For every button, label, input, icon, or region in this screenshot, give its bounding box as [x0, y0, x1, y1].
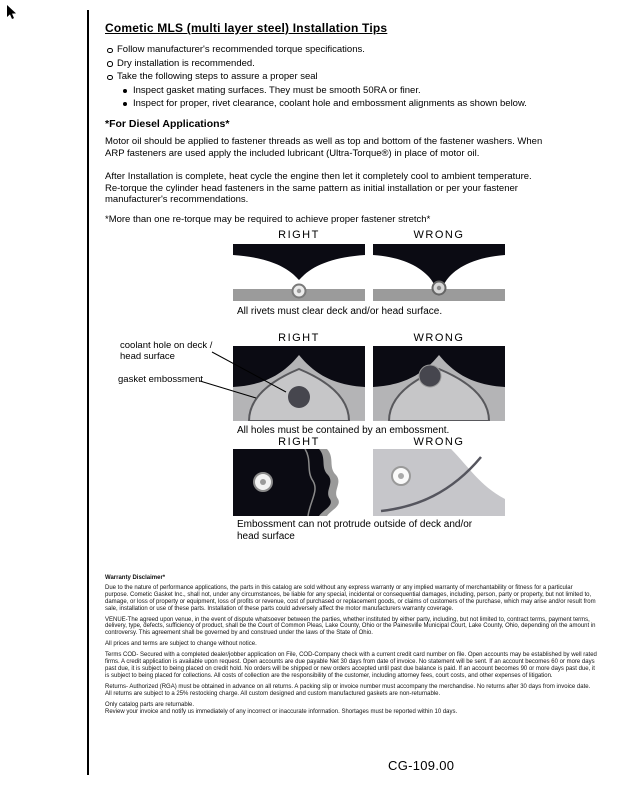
diagram-row3-headers [233, 436, 505, 448]
legal-section [105, 575, 597, 719]
coolant-hole-callout: coolant hole on deck / head surface [120, 340, 213, 362]
diagram-row1-caption: All rivets must clear deck and/or head surface. [237, 306, 443, 317]
legal-paragraph: VENUE-The agreed upon venue, in the event of dispute whatsoever between the parties, whether instituted by either party, including, but not limited to, contract terms, payment terms, delivery, type, defects, sufficiency of product, shall be the Court of Common Pleas, Lake County, Ohio or the Painesville Municipal Court, Lake County, Ohio, depending on the amount in controversy. This agreement shall be governed by and construed under the laws of the State of Ohio. [105, 616, 596, 637]
legal-paragraph: Terms COD- Secured with a completed dealer/jobber application on File, COD-Company check with a current credit card number on file. Open accounts may be established by well rated firms. A credit application is available upon request. Open accounts are due payable Net 30 days from date of invoice. No statement will be sent. If an account becomes 60 or more days past due, it is subject to being placed on credit hold. No orders will be shipped or new orders accepted until past due balance is paid. If an account becomes 90 or more days past due, it is subject to being placed for collections. All costs of collection are the responsibility of the customer, including attorney fees, court costs, and other expenses of litigation. [105, 652, 597, 679]
warranty-disclaimer-heading: Warranty Disclaimer* [105, 575, 166, 581]
rivet-right-diagram [233, 244, 365, 301]
tip-item: Take the following steps to assure a proper seal [107, 72, 567, 82]
diagram-row3-caption: Embossment can not protrude outside of deck and/or head surface [237, 519, 473, 542]
wrong-label: WRONG [413, 229, 465, 241]
page-title: Cometic MLS (multi layer steel) Installation Tips [105, 21, 388, 35]
right-label: RIGHT [278, 332, 320, 344]
legal-paragraph: Review your invoice and notify us immediately of any incorrect or inaccurate information. Shortages must be reported within 10 days. [105, 708, 458, 715]
doc-number: CG-109.00 [388, 758, 455, 773]
legal-paragraph: All prices and terms are subject to change without notice. [105, 641, 257, 648]
coolant-wrong-diagram [373, 346, 505, 421]
wrong-label: WRONG [413, 436, 465, 448]
legal-paragraph: Only catalog parts are returnable. [105, 701, 195, 708]
legal-paragraph: Returns- Authorized (RGA) must be obtained in advance on all returns. A packing slip or invoice number must accompany the merchandise. No returns after 30 days from invoice date. All returns are subject to a 25% restocking charge. All custom designed and custom manufactured gaskets are non-returnable. [105, 683, 591, 697]
embossment-wrong-diagram [373, 449, 505, 516]
wrong-label: WRONG [413, 332, 465, 344]
right-label: RIGHT [278, 436, 320, 448]
tips-list [107, 45, 567, 113]
diagram-row1-headers [233, 229, 505, 241]
right-label: RIGHT [278, 229, 320, 241]
diesel-paragraph-2: After Installation is complete, heat cycle the engine then let it completely cool to ambient temperature. Re-torque the cylinder head fasteners in the same pattern as initial installation or per your fastener manufacturer's recommendations. [105, 171, 532, 205]
embossment-right-diagram [233, 449, 365, 516]
diagram-row3 [233, 449, 505, 516]
retorque-note: *More than one re-torque may be required to achieve proper fastener stretch* [105, 214, 431, 225]
diesel-applications-heading: *For Diesel Applications* [105, 118, 230, 130]
left-margin-rule [87, 10, 89, 775]
tip-item: Follow manufacturer's recommended torque specifications. [107, 45, 567, 55]
legal-paragraph: Due to the nature of performance applications, the parts in this catalog are sold without any express warranty or any implied warranty of merchantability or fitness for a particular purpose. Cometic Gasket Inc., shall not, under any circumstances, be liable for any special, incidental or consequential damages, including, person, party or property, but not limited to, damage, or loss of property or equipment, loss of profits or revenue, cost of purchased or replacement goods, or claims of customers of the purchase, which may arise and/or result from sale, installation or use of these parts. Installation of these parts could adversely affect the motor manufacturers warranty coverage. [105, 584, 596, 612]
tip-subitem: Inspect for proper, rivet clearance, coolant hole and embossment alignments as shown below. [123, 99, 567, 109]
diagram-row2-caption: All holes must be contained by an embossment. [237, 425, 450, 436]
mouse-cursor-icon [6, 5, 18, 20]
rivet-wrong-diagram [373, 244, 505, 301]
callout-pointer-lines [118, 340, 298, 405]
tip-item: Dry installation is recommended. [107, 59, 567, 69]
diagram-row1 [233, 244, 505, 301]
gasket-embossment-callout: gasket embossment [118, 374, 204, 385]
diesel-paragraph-1: Motor oil should be applied to fastener threads as well as top and bottom of the fastener washers. When ARP fasteners are used apply the included lubricant (Ultra-Torque®) in place of motor oil. [105, 136, 543, 159]
tip-subitem: Inspect gasket mating surfaces. They must be smooth 50RA or finer. [123, 86, 567, 96]
